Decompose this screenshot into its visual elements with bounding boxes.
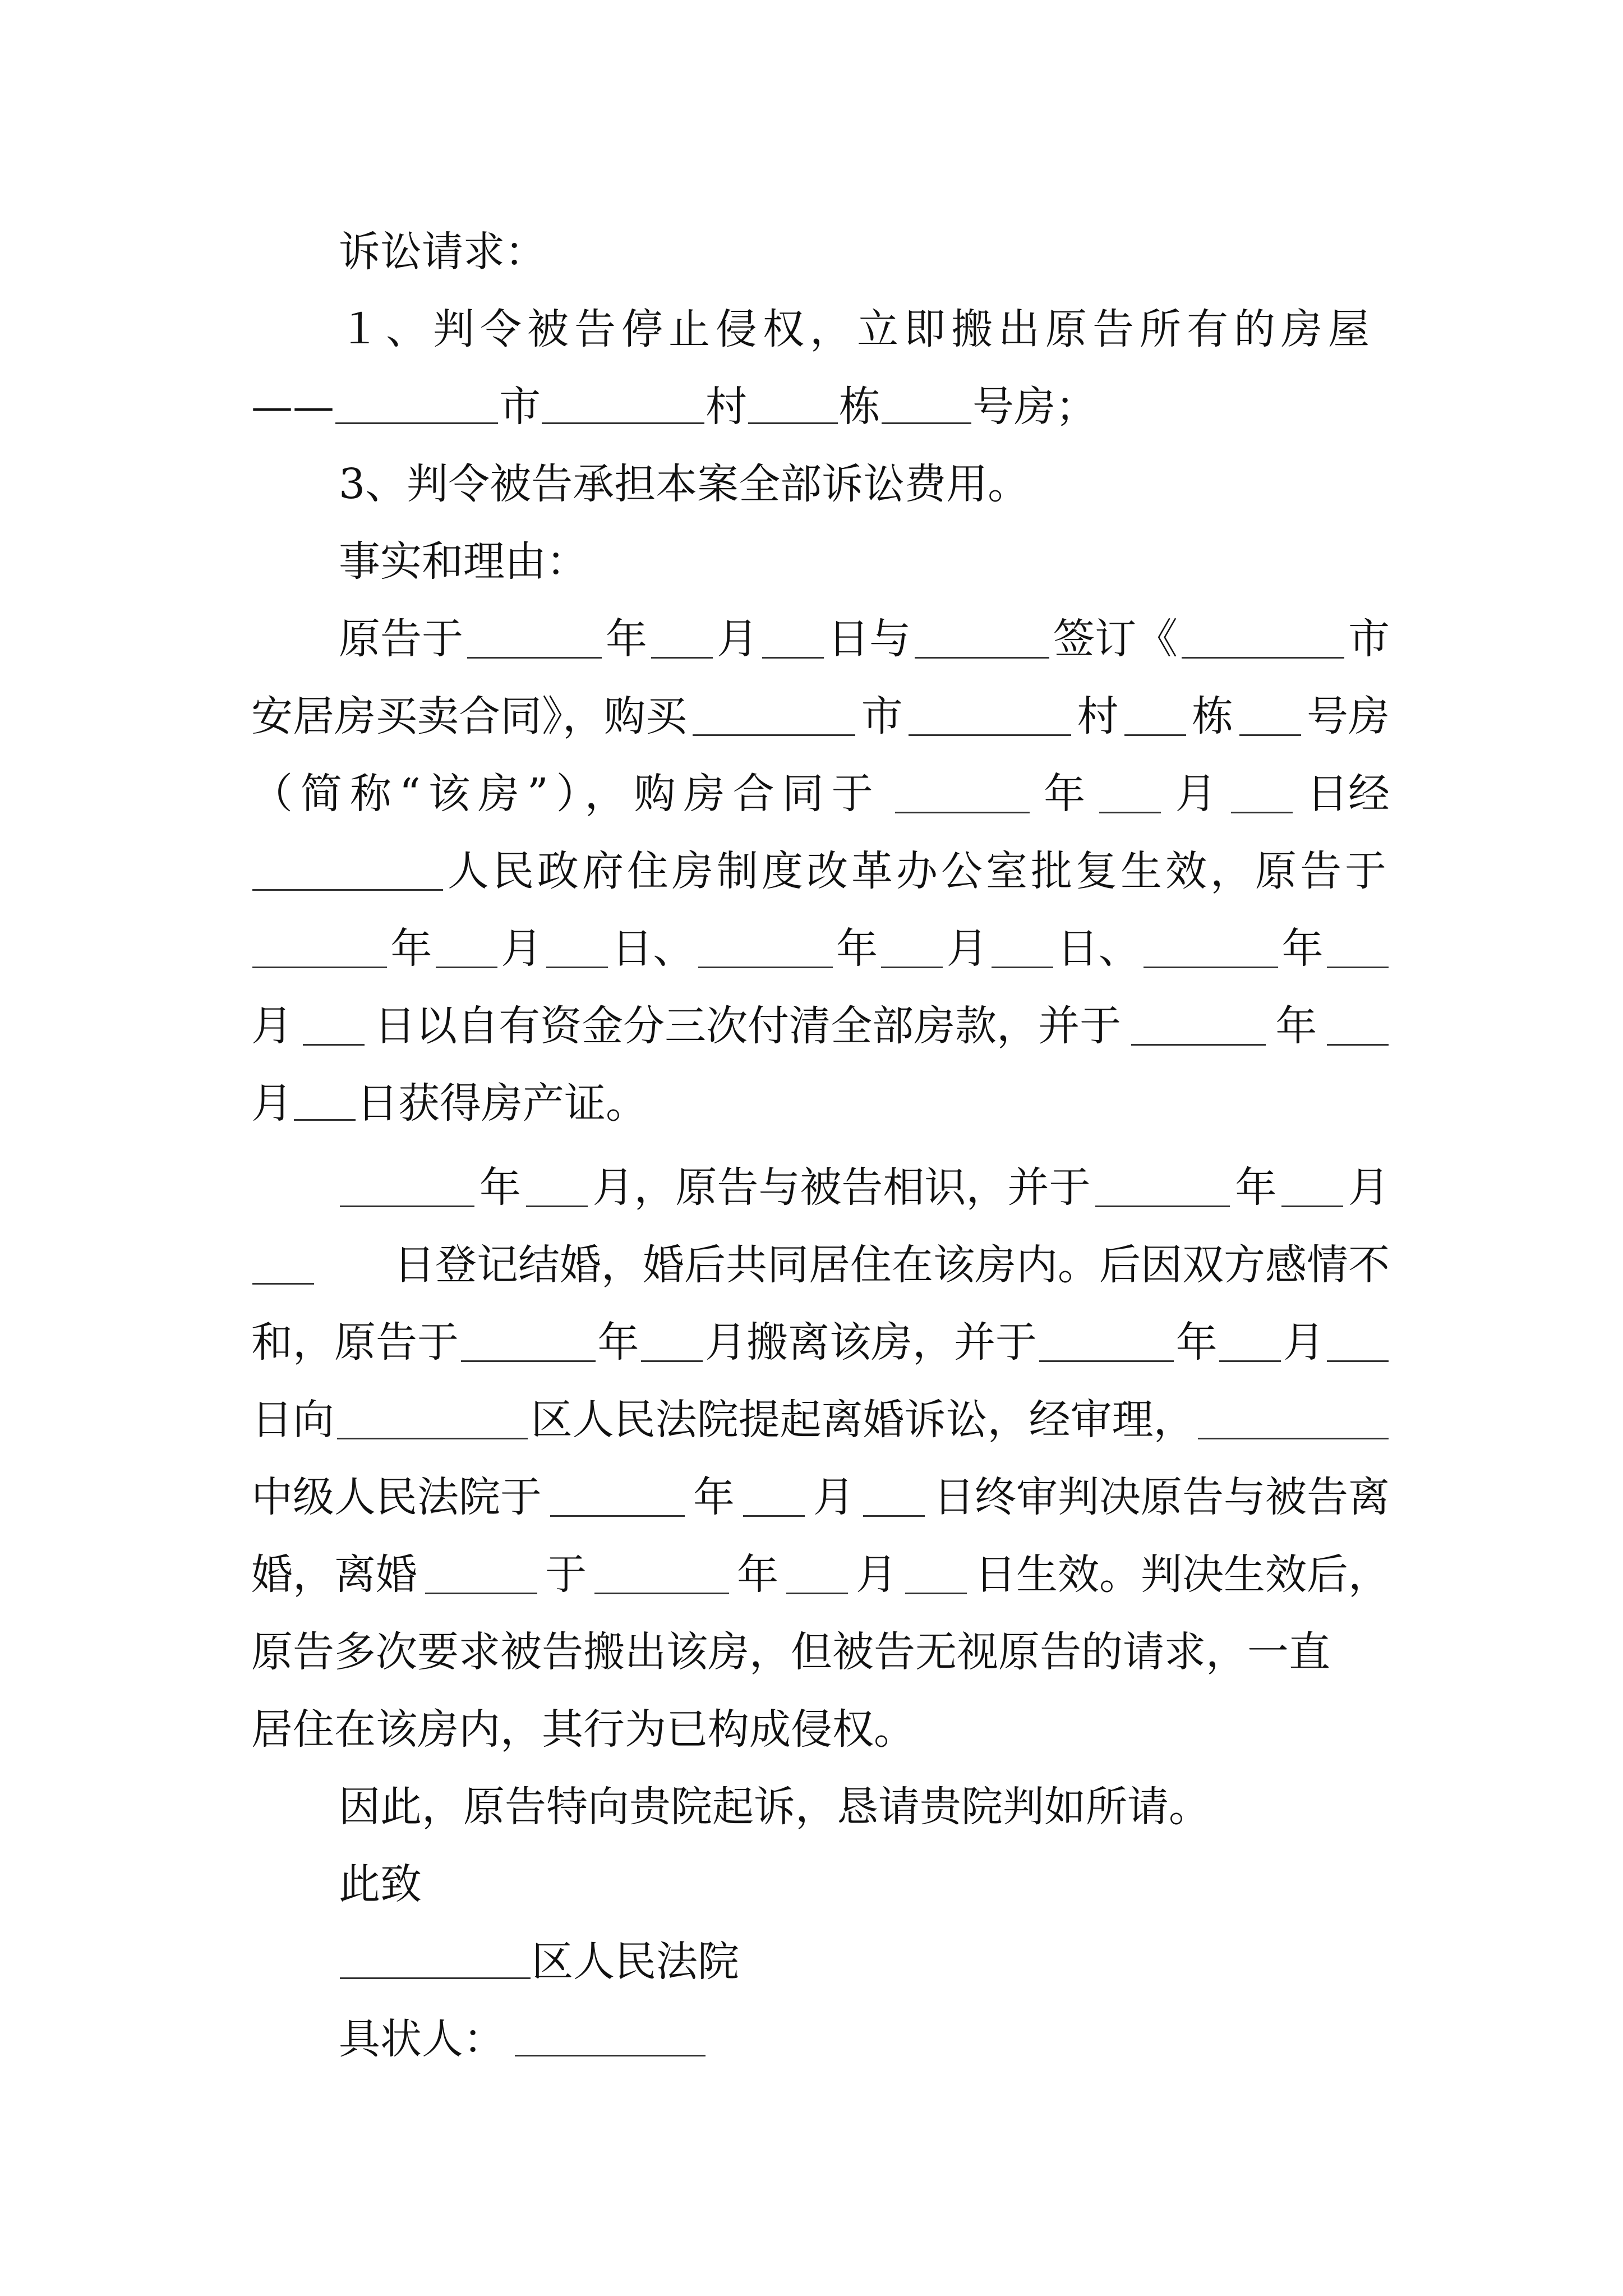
fill-blank[interactable] [786,1556,848,1594]
fill-blank[interactable] [1327,1323,1389,1362]
facts-p1-line-6: 月 日以自有资金分三次付清全部房款，并于 年 [251,987,1390,1065]
fill-blank[interactable] [294,1082,356,1121]
fill-blank[interactable] [1239,697,1301,736]
fill-blank[interactable] [762,620,824,659]
fill-blank[interactable] [337,1401,528,1439]
fill-blank[interactable] [252,930,387,968]
fill-blank[interactable] [550,1478,685,1517]
facts-p2-line-5: 中级人民法院于 年 月 日终审判决原告与被告离 [251,1473,1390,1521]
facts-p1-line-4: 人民政府住房制度改革办公室批复生效，原告于 [251,832,1390,910]
claims-heading: 诉讼请求： [339,228,546,276]
facts-p2-line-4: 日向 区人民法院提起离婚诉讼，经审理， [251,1381,1390,1458]
facts-p2-line-7: 原告多次要求被告搬出该房，但被告无视原告的请求，一直 [251,1628,1330,1676]
fill-blank[interactable] [526,1168,588,1207]
fill-blank[interactable] [1219,1323,1281,1362]
fill-blank[interactable] [882,385,971,424]
claim-1-line-1 [251,291,1390,368]
fill-blank[interactable] [252,852,443,891]
facts-p2-line-1: 年 月，原告与被告相识，并于 年 月 [251,1149,1390,1226]
fill-blank[interactable] [895,775,1030,813]
fill-blank[interactable] [992,930,1053,968]
claim-1-text: １、判令被告停止侵权，立即搬出原告所有的房屋 [339,305,1375,353]
fill-blank[interactable] [467,620,602,659]
signer-label: 具状人： [339,2015,505,2063]
fill-blank[interactable] [303,1007,365,1046]
fill-blank[interactable] [542,385,704,424]
fill-blank[interactable] [340,1168,474,1207]
signer-blank[interactable] [515,2018,706,2056]
fill-blank[interactable] [1099,775,1161,813]
fill-blank[interactable] [1124,697,1186,736]
facts-p1-line-5: 年 月 日、 年 月 日、 年 [251,910,1390,987]
facts-p1-line-1: 原告于 年 月 日与 签订《 市 [339,615,1390,663]
fill-blank[interactable] [743,1478,805,1517]
salutation: 此致 [339,1860,422,1908]
signer-line [251,2000,1390,2078]
fill-blank[interactable] [594,1556,729,1594]
court-line [251,1923,1390,2000]
fill-blank[interactable] [915,620,1049,659]
fill-blank[interactable] [698,930,833,968]
facts-p1-line-3: （简称“该房”），购房合同于 年 月 日经 [251,770,1390,818]
fill-blank[interactable] [461,1323,596,1362]
fill-blank[interactable] [340,1940,531,1979]
fill-blank[interactable] [1039,1323,1174,1362]
claim-1-line-2: —— 市 村 栋 号房； [251,383,1097,431]
fill-blank[interactable] [546,930,608,968]
fill-blank[interactable] [909,697,1071,736]
complaint-body [251,213,1390,2078]
fill-blank[interactable] [1281,1168,1343,1207]
fill-blank[interactable] [693,697,855,736]
fill-blank[interactable] [436,930,497,968]
fill-blank[interactable] [425,1556,537,1594]
facts-heading: 事实和理由： [339,537,588,586]
fill-blank[interactable] [252,1246,314,1285]
fill-blank[interactable] [881,930,943,968]
facts-p1-line-7: 月 日获得房产证。 [251,1079,647,1128]
facts-p2-line-2: 日登记结婚，婚后共同居住在该房内。后因双方感情不 [251,1226,1390,1304]
fill-blank[interactable] [1095,1168,1230,1207]
fill-blank[interactable] [335,385,498,424]
facts-p2-line-8: 居住在该房内，其行为已构成侵权。 [251,1705,915,1754]
fill-blank[interactable] [1198,1401,1389,1439]
fill-blank[interactable] [863,1478,925,1517]
fill-blank[interactable] [1327,1007,1389,1046]
claim-3: 3、判令被告承担本案全部诉讼费用。 [339,460,1030,508]
fill-blank[interactable] [1144,930,1278,968]
fill-blank[interactable] [1182,620,1344,659]
fill-blank[interactable] [1131,1007,1266,1046]
fill-blank[interactable] [651,620,713,659]
fill-blank[interactable] [641,1323,703,1362]
court-name: 区人民法院 [532,1938,739,1986]
facts-p1-line-2: 安居房买卖合同》，购买 市 村 栋 号房 [251,692,1390,740]
fill-blank[interactable] [1327,930,1389,968]
fill-blank[interactable] [905,1556,967,1594]
facts-p2-line-6: 婚，离婚 于 年 月 日生效。判决生效后， [251,1550,1390,1599]
fill-blank[interactable] [1231,775,1293,813]
facts-p2-line-3: 和，原告于 年 月搬离该房，并于 年 月 [251,1304,1390,1381]
fill-blank[interactable] [748,385,838,424]
conclusion: 因此，原告特向贵院起诉，恳请贵院判如所请。 [339,1783,1210,1831]
